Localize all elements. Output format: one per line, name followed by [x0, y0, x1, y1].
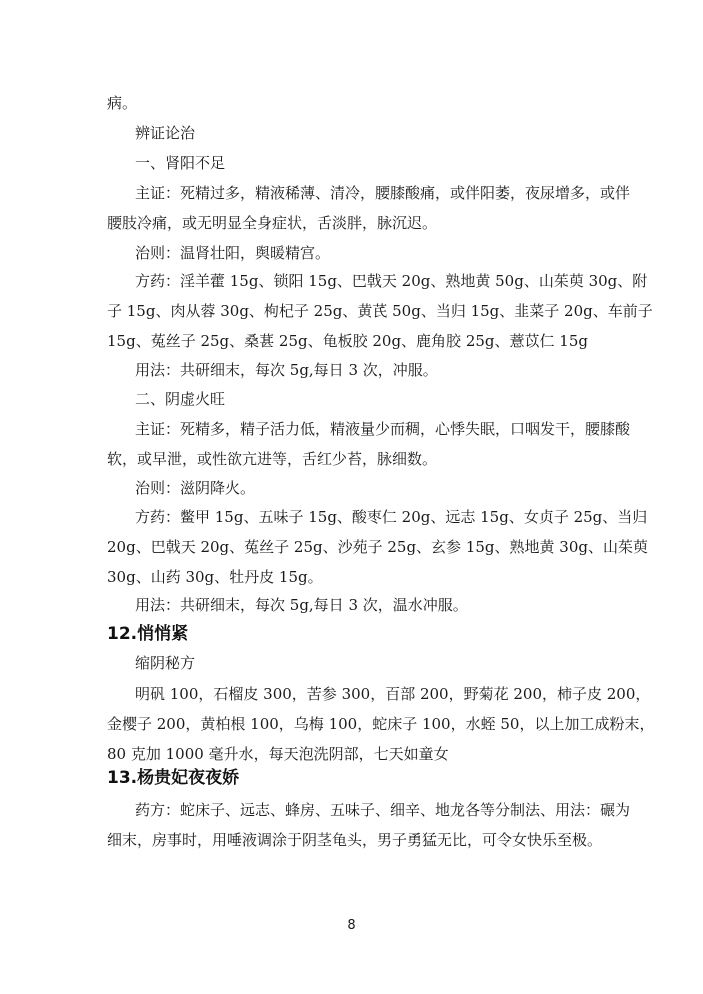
text-line: 主证：死精过多，精液稀薄、清冷，腰膝酸痛，或伴阳萎，夜尿增多，或伴: [135, 184, 631, 202]
text-line: 缩阴秘方: [135, 654, 196, 672]
text-line: 子 15g、肉从蓉 30g、枸杞子 25g、黄芪 50g、当归 15g、韭菜子 20g、车前子: [107, 302, 653, 320]
page-number: 8: [347, 918, 356, 933]
text-line: 明矾 100，石榴皮 300，苦参 300，百部 200，野菊花 200，柿子皮 200，: [135, 685, 651, 703]
para-symptoms-2: [107, 414, 631, 474]
text-line: 30g、山药 30g、牡丹皮 15g。: [107, 568, 323, 586]
text-line: 病。: [107, 94, 138, 112]
text-line: 二、阴虚火旺: [135, 390, 226, 408]
para-recipe-ingredients: [107, 679, 655, 769]
subsection-yang-deficiency: [107, 148, 635, 178]
para-recipe-13: [107, 795, 631, 855]
para-usage-2: [107, 590, 635, 620]
para-treatment-2: [107, 473, 635, 503]
text-line: 治则：滋阴降火。: [135, 479, 256, 497]
para-formula-1: [107, 266, 653, 356]
para-symptoms-1: [107, 178, 631, 238]
heading-13: 13.杨贵妃夜夜娇: [107, 768, 240, 788]
text-line: 方药：淫羊藿 15g、锁阳 15g、巴戟天 20g、熟地黄 50g、山茱萸 30g、附: [135, 272, 648, 290]
para-formula-2: [107, 502, 648, 592]
text-line: 细末，房事时，用唾液调涂于阴茎龟头，男子勇猛无比，可令女快乐至极。: [107, 831, 603, 849]
section-title-bianzheng: [107, 118, 635, 148]
text-line: 用法：共研细末，每次 5g,每日 3 次，温水冲服。: [135, 596, 468, 614]
text-line: 20g、巴戟天 20g、菟丝子 25g、沙苑子 25g、玄参 15g、熟地黄 30g、山茱萸: [107, 538, 648, 556]
para-usage-1: [107, 355, 635, 385]
text-line: 方药：鳖甲 15g、五味子 15g、酸枣仁 20g、远志 15g、女贞子 25g、当归: [135, 508, 648, 526]
para-recipe-title: [107, 648, 635, 678]
text-line: 腰肢冷痛，或无明显全身症状，舌淡胖，脉沉迟。: [107, 214, 438, 232]
text-line: 药方：蛇床子、远志、蜂房、五味子、细辛、地龙各等分制法、用法：碾为: [135, 801, 631, 819]
text-line: 80 克加 1000 毫升水，每天泡洗阴部，七天如童女: [107, 745, 449, 763]
text-line: 金樱子 200，黄柏根 100，乌梅 100，蛇床子 100，水蛭 50，以上加工成粉末，: [107, 715, 655, 733]
text-line: 软，或早泄，或性欲亢进等，舌红少苔，脉细数。: [107, 450, 438, 468]
text-line: 15g、菟丝子 25g、桑葚 25g、龟板胶 20g、鹿角胶 25g、薏苡仁 15g: [107, 332, 588, 350]
text-line: 辨证论治: [135, 124, 196, 142]
text-line: 治则：温肾壮阳，舆暖精宫。: [135, 244, 331, 262]
text-line: 主证：死精多，精子活力低，精液量少而稠，心悸失眠，口咽发干，腰膝酸: [135, 420, 631, 438]
text-line: 一、肾阳不足: [135, 154, 226, 172]
subsection-yin-deficiency: [107, 384, 635, 414]
text-line: 用法：共研细末，每次 5g,每日 3 次，冲服。: [135, 361, 438, 379]
para-continuation: [107, 88, 607, 118]
para-treatment-1: [107, 238, 635, 268]
heading-12: 12.悄悄紧: [107, 624, 189, 644]
